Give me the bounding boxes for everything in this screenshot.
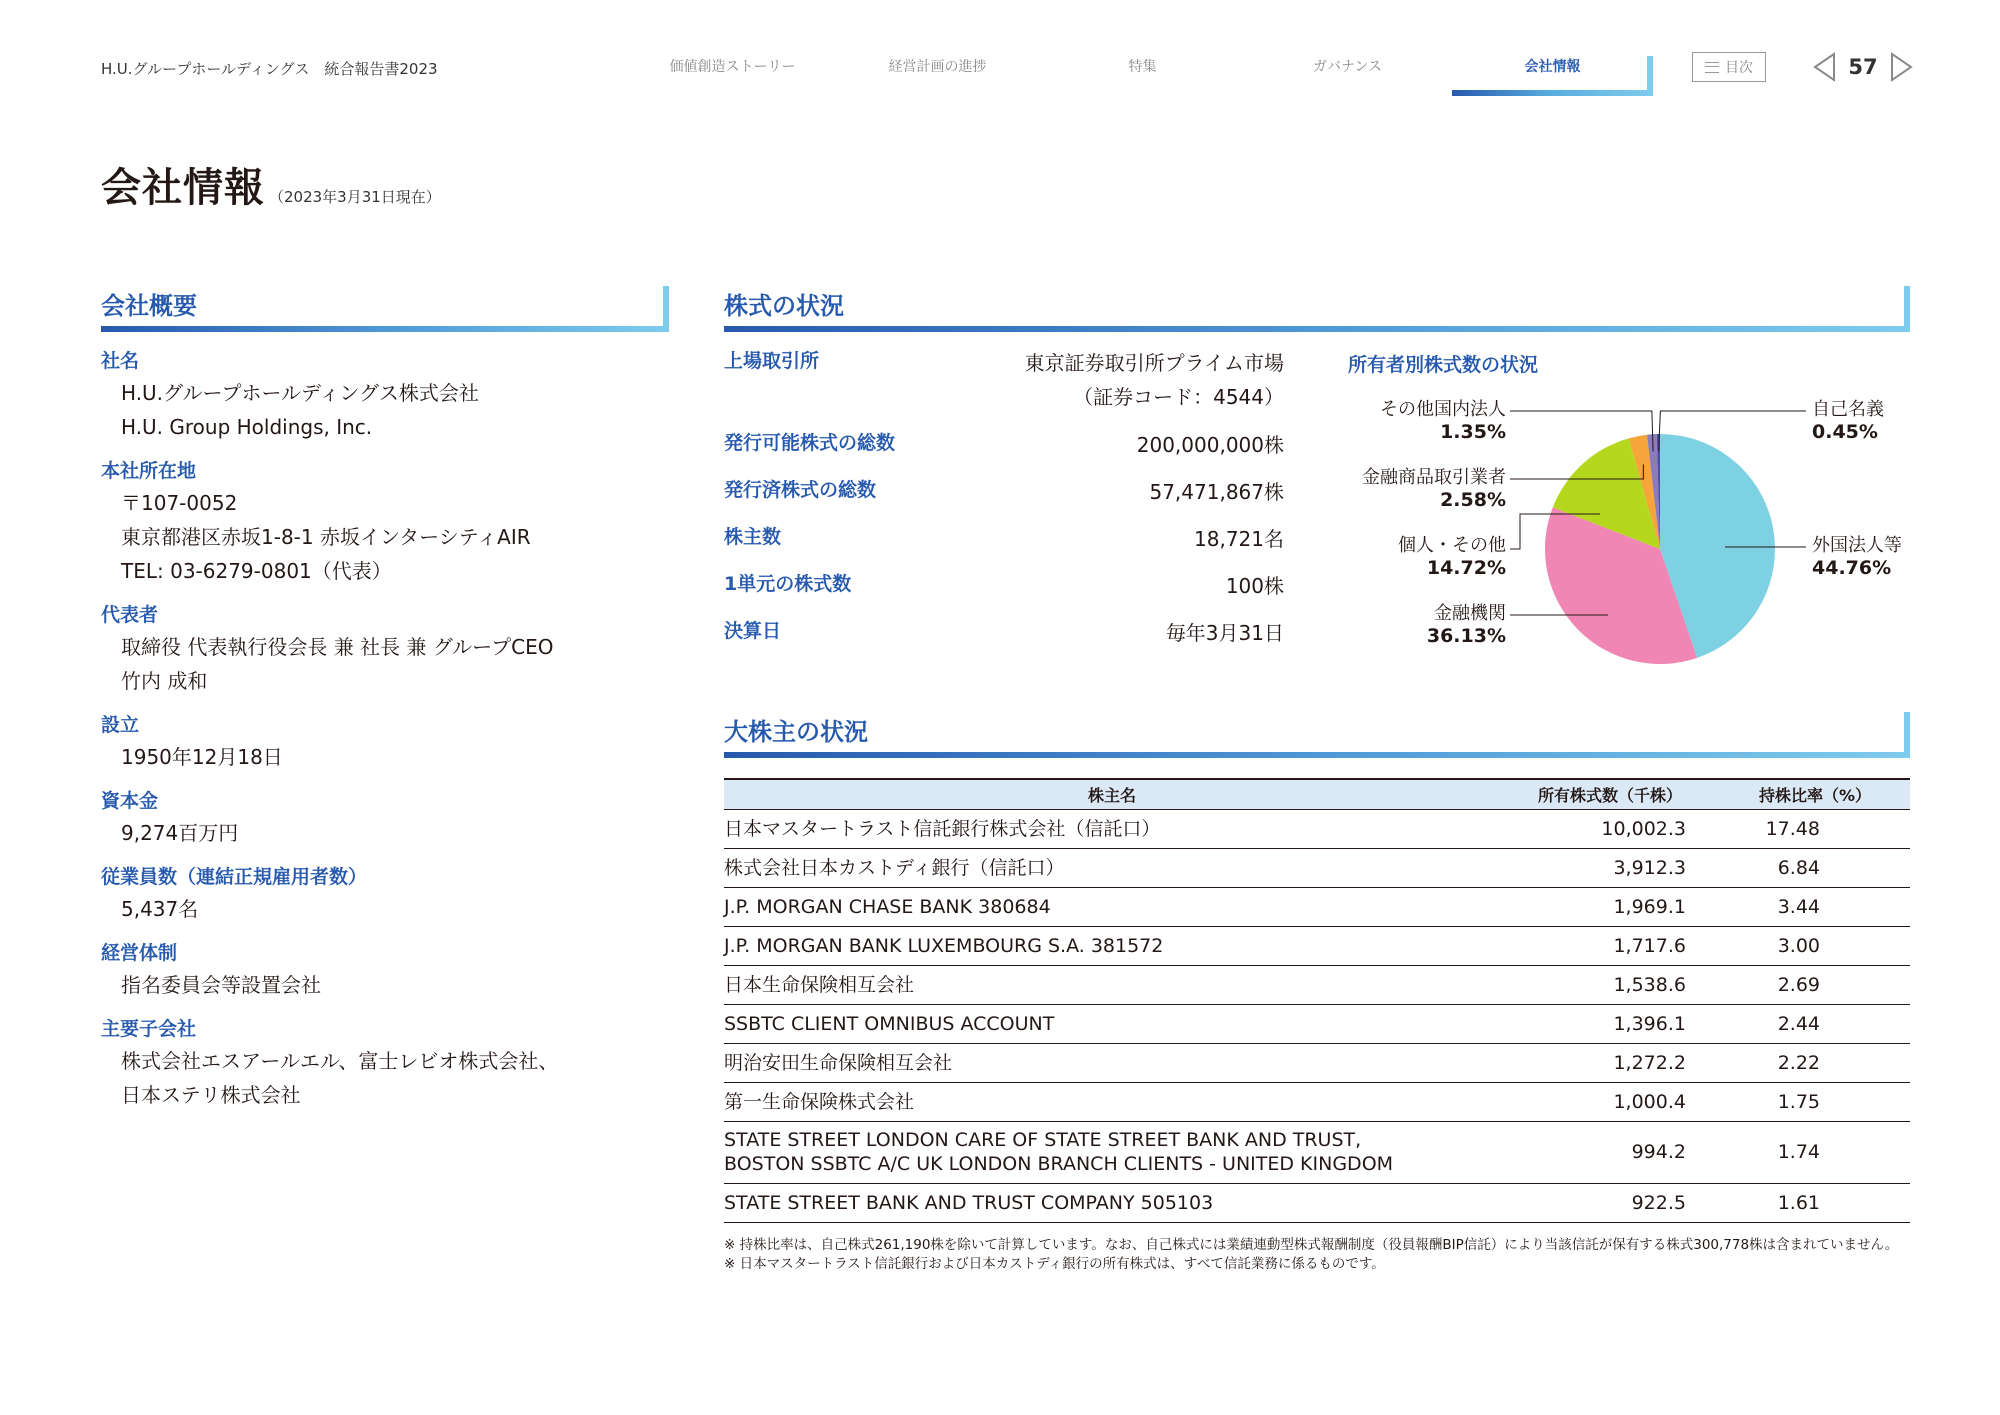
tab-value-creation-story[interactable]: 価値創造ストーリー xyxy=(669,59,796,75)
page-title xyxy=(101,156,441,213)
postal-code: 〒107-0052 xyxy=(121,491,238,515)
company-name-ja: H.U.グループホールディングス株式会社 xyxy=(121,381,479,405)
stock-row-exchange xyxy=(724,346,1284,428)
representative-label: 代表者 xyxy=(101,604,159,626)
shareholders-count-label: 株主数 xyxy=(724,526,782,548)
headquarters-group xyxy=(101,456,661,588)
stock-heading-text: 株式の状況 xyxy=(724,292,844,320)
menu-icon xyxy=(1705,62,1719,73)
pager xyxy=(1812,52,1914,82)
issued-shares-label: 発行済株式の総数 xyxy=(724,479,877,501)
slice-label-treasury xyxy=(1812,399,1884,443)
table-row xyxy=(724,809,1910,848)
subsidiaries-group xyxy=(101,1014,661,1112)
note-trust-holdings: ※ 日本マスタートラスト信託銀行および日本カストディ銀行の所有株式は、すべて信託業務に係るものです。 xyxy=(724,1256,1385,1272)
table-row xyxy=(724,1004,1910,1043)
shareholder-name: 明治安田生命保険相互会社 xyxy=(724,1043,1500,1082)
table-row xyxy=(724,1183,1910,1222)
slice-label-foreign xyxy=(1812,535,1902,579)
tab-management-plan-progress[interactable]: 経営計画の進捗 xyxy=(888,59,987,75)
authorized-shares-label: 発行可能株式の総数 xyxy=(724,432,896,454)
subsidiaries-line-1: 株式会社エスアールエル、富士レビオ株式会社、 xyxy=(121,1049,559,1073)
table-header-row xyxy=(724,779,1910,809)
slice-percent: 2.58% xyxy=(1440,489,1506,511)
slice-name: 金融商品取引業者 xyxy=(1362,467,1506,488)
heading-bar xyxy=(724,326,1910,332)
toc-label: 目次 xyxy=(1725,60,1753,76)
slice-name: 金融機関 xyxy=(1434,603,1506,624)
table-row xyxy=(724,1121,1910,1183)
shares-held: 994.2 xyxy=(1500,1121,1720,1183)
ownership-ratio: 2.69 xyxy=(1720,965,1910,1004)
stock-row-authorized xyxy=(724,428,1284,475)
shares-held: 1,272.2 xyxy=(1500,1043,1720,1082)
shareholders-heading-text: 大株主の状況 xyxy=(724,718,868,746)
ownership-ratio: 2.44 xyxy=(1720,1004,1910,1043)
slice-name: 外国法人等 xyxy=(1812,535,1902,556)
ownership-ratio: 1.75 xyxy=(1720,1082,1910,1121)
table-row xyxy=(724,887,1910,926)
authorized-shares-value: 200,000,000株 xyxy=(1136,433,1284,457)
slice-percent: 44.76% xyxy=(1812,557,1892,579)
heading-bar-end xyxy=(663,286,669,332)
stock-row-shareholders xyxy=(724,522,1284,569)
representative-title: 取締役 代表執行役会長 兼 社長 兼 グループCEO xyxy=(121,635,554,659)
shareholder-name: 第一生命保険株式会社 xyxy=(724,1082,1500,1121)
employees-value: 5,437名 xyxy=(121,897,199,921)
next-page-icon[interactable] xyxy=(1890,52,1914,82)
shares-held: 10,002.3 xyxy=(1500,809,1720,848)
shareholder-name xyxy=(724,1121,1500,1183)
section-nav xyxy=(630,56,1655,96)
ownership-ratio: 2.22 xyxy=(1720,1043,1910,1082)
slice-label-other-domestic xyxy=(1380,399,1506,443)
shareholder-name: STATE STREET BANK AND TRUST COMPANY 505103 xyxy=(724,1183,1500,1222)
ownership-ratio: 6.84 xyxy=(1720,848,1910,887)
governance-structure-value: 指名委員会等設置会社 xyxy=(121,973,321,997)
employees-group xyxy=(101,862,661,926)
ownership-pie-chart xyxy=(1340,384,1920,674)
ownership-ratio: 3.00 xyxy=(1720,926,1910,965)
ownership-ratio: 3.44 xyxy=(1720,887,1910,926)
shares-held: 1,717.6 xyxy=(1500,926,1720,965)
slice-name: その他国内法人 xyxy=(1380,399,1506,420)
shareholder-name-line-1: STATE STREET LONDON CARE OF STATE STREET BANK AND TRUST, xyxy=(724,1129,1362,1151)
slice-percent: 0.45% xyxy=(1812,421,1878,443)
note-treasury-stock: ※ 持株比率は、自己株式261,190株を除いて計算しています。なお、自己株式には業績連動型株式報酬制度（役員報酬BIP信託）により当該信託が保有する株式300,778株は含まれていません。 xyxy=(724,1237,1899,1253)
governance-structure-group xyxy=(101,938,661,1002)
page-number: 57 xyxy=(1848,55,1878,79)
telephone: TEL: 03-6279-0801（代表） xyxy=(121,559,392,583)
slice-percent: 36.13% xyxy=(1426,625,1506,647)
securities-code: （証券コード：4544） xyxy=(1073,385,1284,409)
major-shareholders-table xyxy=(724,778,1910,1223)
company-overview xyxy=(101,346,661,1124)
shareholders-count-value: 18,721名 xyxy=(1194,527,1284,551)
established-label: 設立 xyxy=(101,714,140,736)
shares-held: 3,912.3 xyxy=(1500,848,1720,887)
capital-label: 資本金 xyxy=(101,790,159,812)
prev-page-icon[interactable] xyxy=(1812,52,1836,82)
shareholders-heading xyxy=(724,712,1910,758)
ownership-ratio: 1.74 xyxy=(1720,1121,1910,1183)
table-row xyxy=(724,1082,1910,1121)
representative-name: 竹内 成和 xyxy=(121,669,208,693)
headquarters-label: 本社所在地 xyxy=(101,460,197,482)
capital-value: 9,274百万円 xyxy=(121,821,239,845)
overview-heading xyxy=(101,286,669,332)
column-header-shares: 所有株式数（千株） xyxy=(1500,779,1720,809)
heading-bar xyxy=(101,326,669,332)
established-date: 1950年12月18日 xyxy=(121,745,283,769)
fiscal-year-end-label: 決算日 xyxy=(724,620,782,642)
shares-held: 922.5 xyxy=(1500,1183,1720,1222)
subsidiaries-label: 主要子会社 xyxy=(101,1018,197,1040)
slice-name: 個人・その他 xyxy=(1398,535,1506,556)
ownership-ratio: 17.48 xyxy=(1720,809,1910,848)
capital-group xyxy=(101,786,661,850)
address: 東京都港区赤坂1-8-1 赤坂インターシティAIR xyxy=(121,525,531,549)
table-row xyxy=(724,848,1910,887)
tab-feature[interactable]: 特集 xyxy=(1128,59,1157,75)
exchange-label: 上場取引所 xyxy=(724,350,820,372)
issued-shares-value: 57,471,867株 xyxy=(1149,480,1284,504)
shares-held: 1,969.1 xyxy=(1500,887,1720,926)
fiscal-year-end-value: 毎年3月31日 xyxy=(1165,621,1284,645)
representative-group xyxy=(101,600,661,698)
heading-bar xyxy=(724,752,1910,758)
slice-percent: 14.72% xyxy=(1426,557,1506,579)
table-row xyxy=(724,965,1910,1004)
employees-label: 従業員数（連結正規雇用者数） xyxy=(101,866,368,888)
shareholder-name: 株式会社日本カストディ銀行（信託口） xyxy=(724,848,1500,887)
table-row xyxy=(724,926,1910,965)
slice-label-financial-institutions xyxy=(1427,603,1506,647)
stock-info xyxy=(724,346,1284,663)
shareholder-name: SSBTC CLIENT OMNIBUS ACCOUNT xyxy=(724,1004,1500,1043)
column-header-name: 株主名 xyxy=(724,779,1500,809)
stock-row-fiscal-year xyxy=(724,616,1284,663)
shareholder-name: 日本生命保険相互会社 xyxy=(724,965,1500,1004)
shareholder-name-line-2: BOSTON SSBTC A/C UK LONDON BRANCH CLIENTS - UNITED KINGDOM xyxy=(724,1153,1394,1175)
exchange-market: 東京証券取引所プライム市場 xyxy=(1024,351,1284,375)
stock-row-unit xyxy=(724,569,1284,616)
overview-heading-text: 会社概要 xyxy=(101,292,197,320)
company-name-label: 社名 xyxy=(101,350,140,372)
share-unit-label: 1単元の株式数 xyxy=(724,573,852,595)
ownership-ratio: 1.61 xyxy=(1720,1183,1910,1222)
column-header-ratio: 持株比率（%） xyxy=(1720,779,1910,809)
company-name-en: H.U. Group Holdings, Inc. xyxy=(121,415,373,439)
table-row xyxy=(724,1043,1910,1082)
company-name-group xyxy=(101,346,661,444)
governance-structure-label: 経営体制 xyxy=(101,942,178,964)
slice-label-individuals xyxy=(1398,535,1506,579)
stock-row-issued xyxy=(724,475,1284,522)
page-title-text: 会社情報 xyxy=(101,165,265,211)
exchange-value xyxy=(1025,346,1284,414)
shareholder-name: 日本マスタートラスト信託銀行株式会社（信託口） xyxy=(724,809,1500,848)
shares-held: 1,538.6 xyxy=(1500,965,1720,1004)
chart-title: 所有者別株式数の状況 xyxy=(1348,354,1539,376)
table-notes xyxy=(724,1236,1910,1274)
established-group xyxy=(101,710,661,774)
shareholder-name: J.P. MORGAN CHASE BANK 380684 xyxy=(724,887,1500,926)
stock-heading xyxy=(724,286,1910,332)
shareholder-name: J.P. MORGAN BANK LUXEMBOURG S.A. 381572 xyxy=(724,926,1500,965)
as-of-date: （2023年3月31日現在） xyxy=(269,188,441,206)
shares-held: 1,396.1 xyxy=(1500,1004,1720,1043)
tab-company-information[interactable]: 会社情報 xyxy=(1450,56,1655,96)
share-unit-value: 100株 xyxy=(1225,574,1284,598)
slice-name: 自己名義 xyxy=(1812,399,1884,420)
heading-bar-end xyxy=(1904,712,1910,758)
document-name: H.U.グループホールディングス 統合報告書2023 xyxy=(101,60,438,78)
slice-percent: 1.35% xyxy=(1440,421,1506,443)
heading-bar-end xyxy=(1904,286,1910,332)
slice-label-securities-firms xyxy=(1362,467,1506,511)
shares-held: 1,000.4 xyxy=(1500,1082,1720,1121)
toc-button[interactable] xyxy=(1692,52,1766,82)
tab-governance[interactable]: ガバナンス xyxy=(1313,59,1382,75)
subsidiaries-line-2: 日本ステリ株式会社 xyxy=(121,1083,301,1107)
